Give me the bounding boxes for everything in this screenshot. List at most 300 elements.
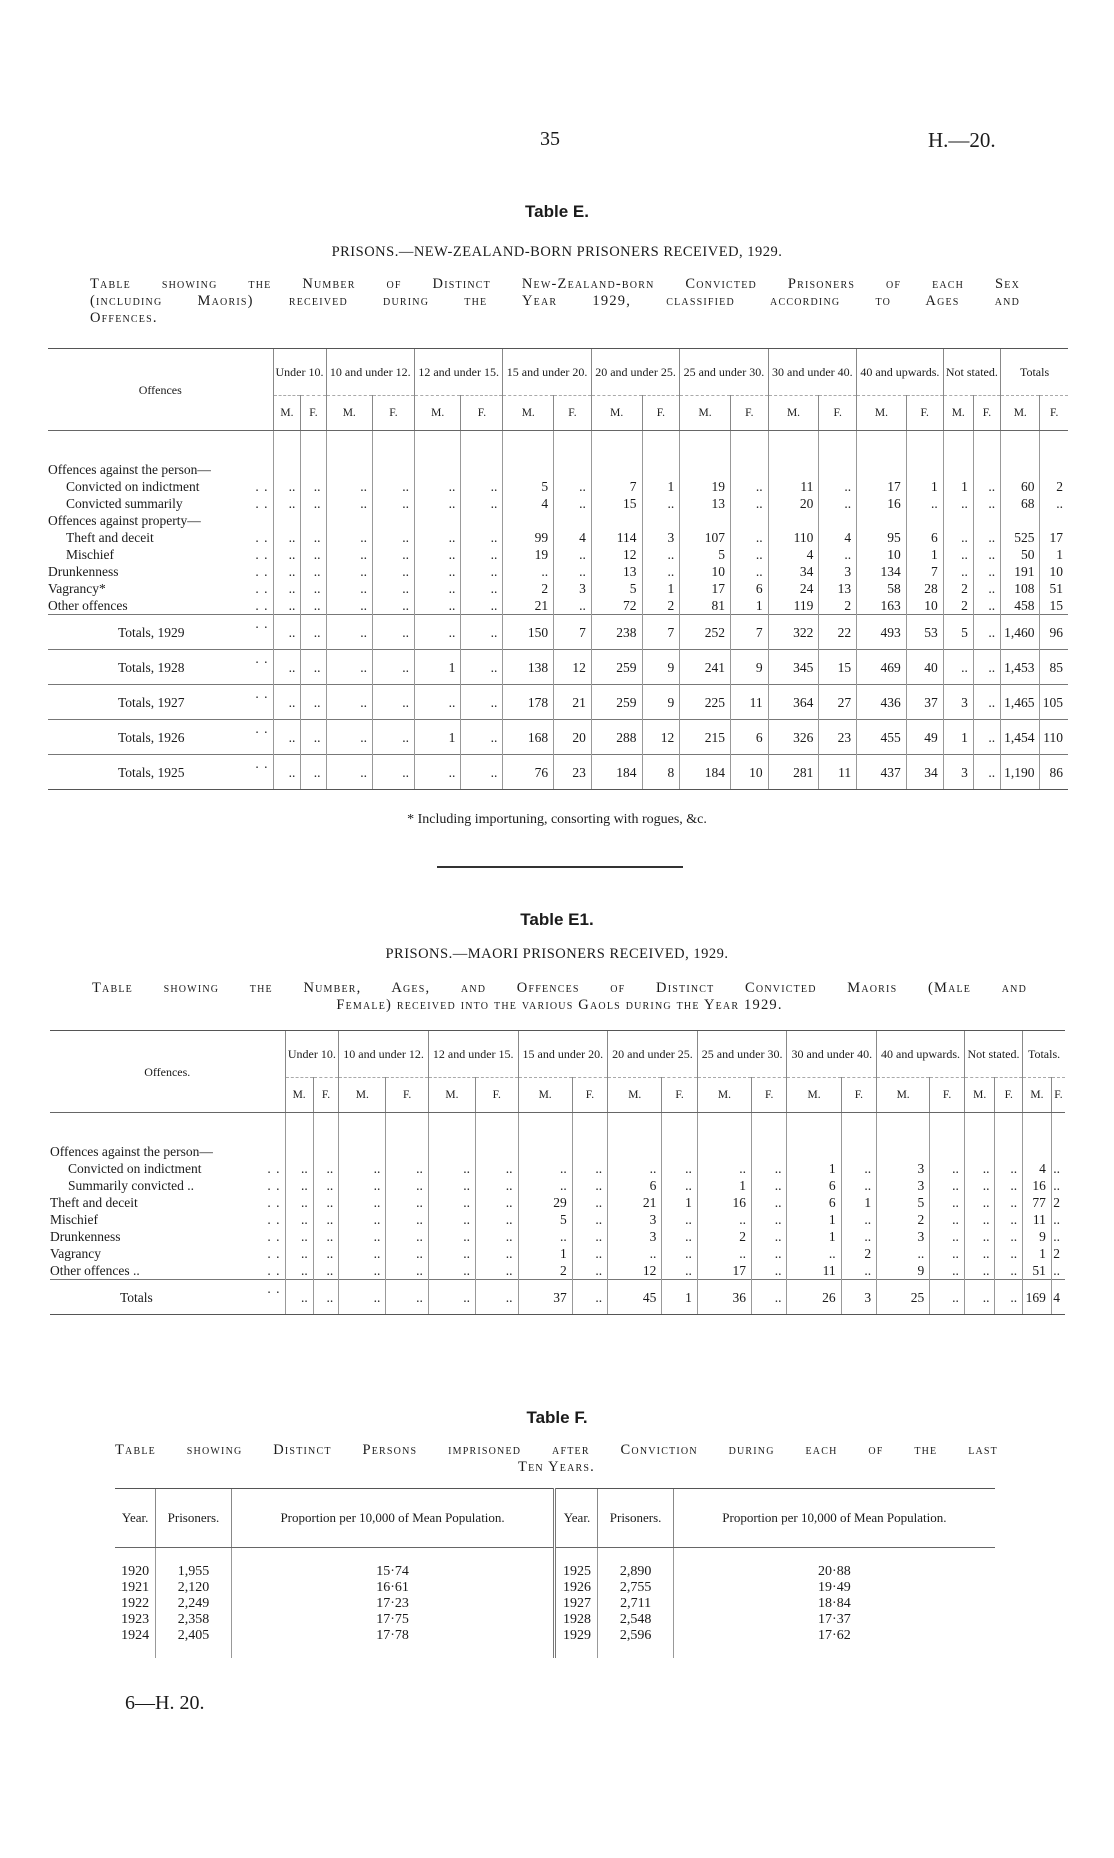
- female-count: 1: [662, 1280, 697, 1315]
- leader-dots: [267, 1280, 280, 1297]
- male-count: 345: [768, 650, 819, 685]
- female-count: 7: [642, 615, 680, 650]
- male-header: M.: [503, 396, 554, 431]
- table-row: [115, 1580, 995, 1596]
- spacer-cell: [930, 1113, 965, 1144]
- male-count: ..: [518, 1177, 572, 1194]
- table-row: [48, 563, 1068, 580]
- male-count: 184: [591, 755, 642, 790]
- year-cell: 1922: [121, 1596, 150, 1611]
- male-count: [339, 1143, 386, 1160]
- male-count: ..: [273, 580, 301, 597]
- male-count: ..: [964, 1177, 995, 1194]
- male-count: ..: [339, 1262, 386, 1280]
- female-count: ..: [642, 546, 680, 563]
- male-count: ..: [273, 546, 301, 563]
- male-count: 2: [943, 597, 973, 615]
- spacer-cell: [555, 1548, 598, 1565]
- female-count: 1: [730, 597, 768, 615]
- male-count: ..: [326, 685, 372, 720]
- female-count: 1: [841, 1194, 876, 1211]
- spacer-cell: [768, 431, 819, 462]
- female-count: ..: [386, 1280, 429, 1315]
- male-count: 26: [787, 1280, 841, 1315]
- male-count: ..: [428, 1228, 475, 1245]
- female-count: ..: [572, 1160, 607, 1177]
- table-row: [50, 1160, 1065, 1177]
- female-count: ..: [906, 495, 943, 512]
- male-header: M.: [339, 1078, 386, 1113]
- male-count: 2: [943, 580, 973, 597]
- female-count: ..: [973, 529, 1000, 546]
- female-count: 49: [906, 720, 943, 755]
- male-count: 17: [697, 1262, 751, 1280]
- female-count: ..: [386, 1177, 429, 1194]
- male-count: 72: [591, 597, 642, 615]
- table-row: [50, 1262, 1065, 1280]
- female-count: 3: [642, 529, 680, 546]
- female-count: ..: [461, 597, 503, 615]
- female-count: 2: [819, 597, 857, 615]
- age-group-header: 15 and under 20.: [503, 349, 591, 396]
- spacer-cell: [1040, 431, 1068, 462]
- female-count: 96: [1040, 615, 1068, 650]
- spacer-cell: [598, 1548, 673, 1565]
- spacer-cell: [973, 431, 1000, 462]
- male-count: 437: [857, 755, 907, 790]
- female-count: 4: [1051, 1280, 1065, 1315]
- male-count: [943, 461, 973, 478]
- male-count: 259: [591, 685, 642, 720]
- male-count: 15: [591, 495, 642, 512]
- column-header: Year.: [115, 1489, 156, 1548]
- year-cell: 1920: [121, 1564, 150, 1579]
- male-count: ..: [428, 1160, 475, 1177]
- table-row: [48, 478, 1068, 495]
- female-count: ..: [973, 650, 1000, 685]
- female-count: 2: [642, 597, 680, 615]
- female-count: 8: [642, 755, 680, 790]
- spacer-cell: [906, 431, 943, 462]
- age-group-header: 30 and under 40.: [787, 1031, 877, 1078]
- male-count: ..: [273, 478, 301, 495]
- row-label-text: Other offences ..: [50, 1263, 140, 1278]
- male-count: 3: [943, 755, 973, 790]
- male-count: 184: [680, 755, 731, 790]
- female-count: ..: [372, 580, 414, 597]
- table-e-caption: [90, 276, 1020, 327]
- row-label-text: Convicted summarily: [66, 496, 183, 511]
- age-group-header: Totals.: [1023, 1031, 1065, 1078]
- female-count: [372, 461, 414, 478]
- male-count: ..: [414, 546, 460, 563]
- prisoners-cell: 2,548: [598, 1612, 673, 1628]
- leader-dots: [255, 755, 268, 772]
- spacer-cell: [231, 1644, 555, 1658]
- male-count: ..: [943, 529, 973, 546]
- female-count: ..: [372, 597, 414, 615]
- female-count: ..: [642, 563, 680, 580]
- male-count: ..: [273, 685, 301, 720]
- female-count: ..: [1051, 1228, 1065, 1245]
- female-count: ..: [752, 1160, 787, 1177]
- male-count: 1,453: [1001, 650, 1040, 685]
- male-count: 2: [518, 1262, 572, 1280]
- leader-dots: [255, 529, 268, 546]
- proportion-cell: 15·74: [231, 1564, 555, 1580]
- row-label-text: Offences against the person—: [48, 462, 211, 477]
- male-header: M.: [768, 396, 819, 431]
- female-count: 22: [819, 615, 857, 650]
- female-count: ..: [1051, 1160, 1065, 1177]
- row-label-text: Offences against property—: [48, 513, 201, 528]
- table-e-title: [0, 202, 1114, 222]
- female-count: ..: [372, 685, 414, 720]
- male-count: [943, 512, 973, 529]
- male-count: ..: [285, 1245, 313, 1262]
- row-label: [48, 615, 273, 650]
- female-count: 1: [662, 1194, 697, 1211]
- female-count: 2: [1040, 478, 1068, 495]
- male-count: ..: [518, 1228, 572, 1245]
- female-count: ..: [301, 529, 326, 546]
- male-count: ..: [414, 563, 460, 580]
- page-number: 35: [540, 128, 560, 150]
- female-count: 11: [730, 685, 768, 720]
- male-count: ..: [326, 615, 372, 650]
- female-header: F.: [475, 1078, 518, 1113]
- female-count: 1: [906, 478, 943, 495]
- male-count: 493: [857, 615, 907, 650]
- female-count: ..: [461, 720, 503, 755]
- female-count: ..: [995, 1245, 1023, 1262]
- female-count: ..: [841, 1262, 876, 1280]
- table-e-subtitle: PRISONS.—NEW-ZEALAND-BORN PRISONERS RECEIVED, 1929.: [331, 244, 783, 260]
- male-count: [414, 461, 460, 478]
- female-count: [554, 512, 592, 529]
- female-count: ..: [475, 1262, 518, 1280]
- spacer-cell: [964, 1113, 995, 1144]
- male-count: 6: [787, 1194, 841, 1211]
- female-count: 2: [1051, 1245, 1065, 1262]
- male-count: ..: [285, 1211, 313, 1228]
- female-count: [475, 1143, 518, 1160]
- male-count: ..: [273, 755, 301, 790]
- male-count: ..: [964, 1194, 995, 1211]
- leader-dots: [267, 1228, 280, 1245]
- female-count: ..: [995, 1211, 1023, 1228]
- female-count: [1040, 512, 1068, 529]
- male-count: 17: [857, 478, 907, 495]
- female-count: ..: [301, 755, 326, 790]
- male-count: [503, 512, 554, 529]
- male-count: ..: [339, 1177, 386, 1194]
- male-count: 1: [414, 650, 460, 685]
- female-count: ..: [572, 1211, 607, 1228]
- row-label: [50, 1245, 285, 1262]
- leader-dots: [255, 597, 268, 614]
- row-label: [48, 512, 273, 529]
- age-group-header: 40 and upwards.: [877, 1031, 965, 1078]
- table-row: [50, 1177, 1065, 1194]
- female-count: ..: [475, 1228, 518, 1245]
- table-row: [50, 1228, 1065, 1245]
- male-count: [591, 461, 642, 478]
- male-count: [518, 1143, 572, 1160]
- male-count: ..: [414, 580, 460, 597]
- female-header: F.: [461, 396, 503, 431]
- row-label: [48, 495, 273, 512]
- table-row: [50, 1245, 1065, 1262]
- female-count: 27: [819, 685, 857, 720]
- female-count: [973, 461, 1000, 478]
- female-header: F.: [642, 396, 680, 431]
- female-count: ..: [372, 615, 414, 650]
- female-count: 7: [554, 615, 592, 650]
- male-count: 458: [1001, 597, 1040, 615]
- female-count: ..: [973, 478, 1000, 495]
- male-count: 150: [503, 615, 554, 650]
- male-count: ..: [414, 685, 460, 720]
- male-count: 16: [1023, 1177, 1052, 1194]
- male-count: [608, 1143, 662, 1160]
- female-header: F.: [973, 396, 1000, 431]
- female-count: ..: [930, 1194, 965, 1211]
- prisoners-cell: 2,358: [156, 1612, 231, 1628]
- male-count: ..: [414, 529, 460, 546]
- spacer-cell: [572, 1113, 607, 1144]
- female-count: 12: [642, 720, 680, 755]
- female-count: ..: [642, 495, 680, 512]
- male-header: M.: [518, 1078, 572, 1113]
- female-count: ..: [313, 1280, 339, 1315]
- table-header: [50, 1031, 1065, 1113]
- male-count: 238: [591, 615, 642, 650]
- male-count: 110: [768, 529, 819, 546]
- spacer-cell: [995, 1113, 1023, 1144]
- male-count: 4: [768, 546, 819, 563]
- male-count: ..: [273, 597, 301, 615]
- female-count: 3: [554, 580, 592, 597]
- male-count: 37: [518, 1280, 572, 1315]
- male-count: ..: [326, 597, 372, 615]
- female-count: ..: [313, 1245, 339, 1262]
- female-count: [995, 1143, 1023, 1160]
- male-count: [414, 512, 460, 529]
- column-header: Proportion per 10,000 of Mean Population.: [673, 1489, 995, 1548]
- male-count: ..: [608, 1160, 662, 1177]
- table-row: [115, 1612, 995, 1628]
- female-count: ..: [572, 1262, 607, 1280]
- totals-row: [48, 720, 1068, 755]
- female-count: 53: [906, 615, 943, 650]
- male-count: 455: [857, 720, 907, 755]
- male-count: 11: [787, 1262, 841, 1280]
- female-count: ..: [301, 478, 326, 495]
- male-count: 50: [1001, 546, 1040, 563]
- row-label: [50, 1194, 285, 1211]
- female-header: F.: [572, 1078, 607, 1113]
- male-count: ..: [787, 1245, 841, 1262]
- female-header: F.: [386, 1078, 429, 1113]
- female-count: ..: [313, 1228, 339, 1245]
- male-count: ..: [326, 495, 372, 512]
- female-count: ..: [475, 1245, 518, 1262]
- female-count: 9: [642, 650, 680, 685]
- male-header: M.: [697, 1078, 751, 1113]
- male-count: ..: [697, 1211, 751, 1228]
- category-heading-row: [50, 1143, 1065, 1160]
- prisoners-cell: 2,249: [156, 1596, 231, 1612]
- male-count: 99: [503, 529, 554, 546]
- row-label-text: Totals: [120, 1289, 153, 1305]
- male-header: M.: [1023, 1078, 1052, 1113]
- female-count: 15: [819, 650, 857, 685]
- spacer-cell: [598, 1644, 673, 1658]
- male-count: 6: [787, 1177, 841, 1194]
- male-count: 68: [1001, 495, 1040, 512]
- year-cell: 1927: [555, 1596, 598, 1612]
- document-reference: H.—20.: [928, 128, 996, 152]
- female-count: [906, 512, 943, 529]
- spacer-cell: [48, 431, 273, 462]
- female-count: [301, 461, 326, 478]
- female-count: 1: [906, 546, 943, 563]
- spacer-cell: [554, 431, 592, 462]
- female-count: [642, 461, 680, 478]
- male-count: 5: [680, 546, 731, 563]
- male-count: [680, 512, 731, 529]
- leader-dots: [255, 495, 268, 512]
- spacer-cell: [518, 1113, 572, 1144]
- female-count: 6: [730, 580, 768, 597]
- male-count: [503, 461, 554, 478]
- male-count: ..: [943, 546, 973, 563]
- row-label-text: Totals, 1925: [118, 764, 185, 780]
- male-count: 225: [680, 685, 731, 720]
- table-body: [48, 431, 1068, 790]
- table-e-footnote: * Including importuning, consorting with rogues, &c.: [407, 812, 707, 827]
- female-count: ..: [386, 1211, 429, 1228]
- male-count: 2: [503, 580, 554, 597]
- female-count: [819, 512, 857, 529]
- proportion-cell: 17·37: [673, 1612, 995, 1628]
- column-header: Prisoners.: [156, 1489, 231, 1548]
- age-group-header: 10 and under 12.: [326, 349, 414, 396]
- female-header: F.: [730, 396, 768, 431]
- totals-row: [48, 685, 1068, 720]
- male-count: [1001, 512, 1040, 529]
- spacer-cell: [680, 431, 731, 462]
- prisoners-cell: 2,596: [598, 1628, 673, 1644]
- male-count: ..: [326, 478, 372, 495]
- year-cell: 1925: [555, 1564, 598, 1580]
- female-count: [301, 512, 326, 529]
- prisoners-cell: 1,955: [156, 1564, 231, 1580]
- caption-line: Ten Years.: [518, 1459, 595, 1475]
- male-count: 3: [943, 685, 973, 720]
- male-count: ..: [273, 650, 301, 685]
- male-count: 169: [1023, 1280, 1052, 1315]
- female-count: 28: [906, 580, 943, 597]
- table-row: [115, 1628, 995, 1644]
- female-count: 3: [819, 563, 857, 580]
- spacer-cell: [673, 1644, 995, 1658]
- female-count: ..: [662, 1211, 697, 1228]
- female-count: ..: [313, 1160, 339, 1177]
- male-count: ..: [326, 650, 372, 685]
- female-count: ..: [572, 1280, 607, 1315]
- female-count: [461, 461, 503, 478]
- male-count: 134: [857, 563, 907, 580]
- row-label: [50, 1280, 285, 1315]
- male-count: 76: [503, 755, 554, 790]
- female-count: 10: [906, 597, 943, 615]
- proportion-cell: 20·88: [673, 1564, 995, 1580]
- male-count: ..: [943, 563, 973, 580]
- female-header: F.: [995, 1078, 1023, 1113]
- male-count: 11: [768, 478, 819, 495]
- year-cell: 1929: [555, 1628, 598, 1644]
- age-group-header: 15 and under 20.: [518, 1031, 608, 1078]
- male-count: ..: [285, 1280, 313, 1315]
- female-count: 11: [819, 755, 857, 790]
- female-count: ..: [662, 1160, 697, 1177]
- leader-dots: [255, 546, 268, 563]
- male-count: 12: [591, 546, 642, 563]
- female-count: ..: [752, 1262, 787, 1280]
- female-count: ..: [662, 1228, 697, 1245]
- header-row-groups: [48, 349, 1068, 396]
- male-count: 17: [680, 580, 731, 597]
- spacer-cell: [461, 431, 503, 462]
- female-count: ..: [752, 1194, 787, 1211]
- female-count: ..: [301, 563, 326, 580]
- male-count: ..: [414, 495, 460, 512]
- male-count: [591, 512, 642, 529]
- male-count: ..: [326, 529, 372, 546]
- spacer-cell: [752, 1113, 787, 1144]
- female-count: ..: [752, 1211, 787, 1228]
- female-count: ..: [930, 1245, 965, 1262]
- male-count: 1,454: [1001, 720, 1040, 755]
- female-count: ..: [461, 650, 503, 685]
- leader-dots: [267, 1211, 280, 1228]
- male-count: 4: [503, 495, 554, 512]
- male-count: ..: [428, 1280, 475, 1315]
- male-count: ..: [428, 1194, 475, 1211]
- male-header: M.: [1001, 396, 1040, 431]
- spacer-cell: [475, 1113, 518, 1144]
- male-count: ..: [326, 563, 372, 580]
- male-count: 5: [877, 1194, 930, 1211]
- male-count: ..: [428, 1211, 475, 1228]
- female-count: ..: [930, 1228, 965, 1245]
- female-count: 12: [554, 650, 592, 685]
- female-count: ..: [1051, 1177, 1065, 1194]
- caption-line: Table showing the Number, Ages, and Offences of Distinct Convicted Maoris (Male and: [92, 980, 1027, 996]
- table-row: [48, 597, 1068, 615]
- category-heading-row: [48, 512, 1068, 529]
- female-count: [572, 1143, 607, 1160]
- male-count: [787, 1143, 841, 1160]
- female-count: ..: [730, 495, 768, 512]
- spacer-cell: [857, 431, 907, 462]
- age-group-header: 12 and under 15.: [414, 349, 502, 396]
- male-count: 24: [768, 580, 819, 597]
- male-count: ..: [273, 529, 301, 546]
- spacer-cell: [730, 431, 768, 462]
